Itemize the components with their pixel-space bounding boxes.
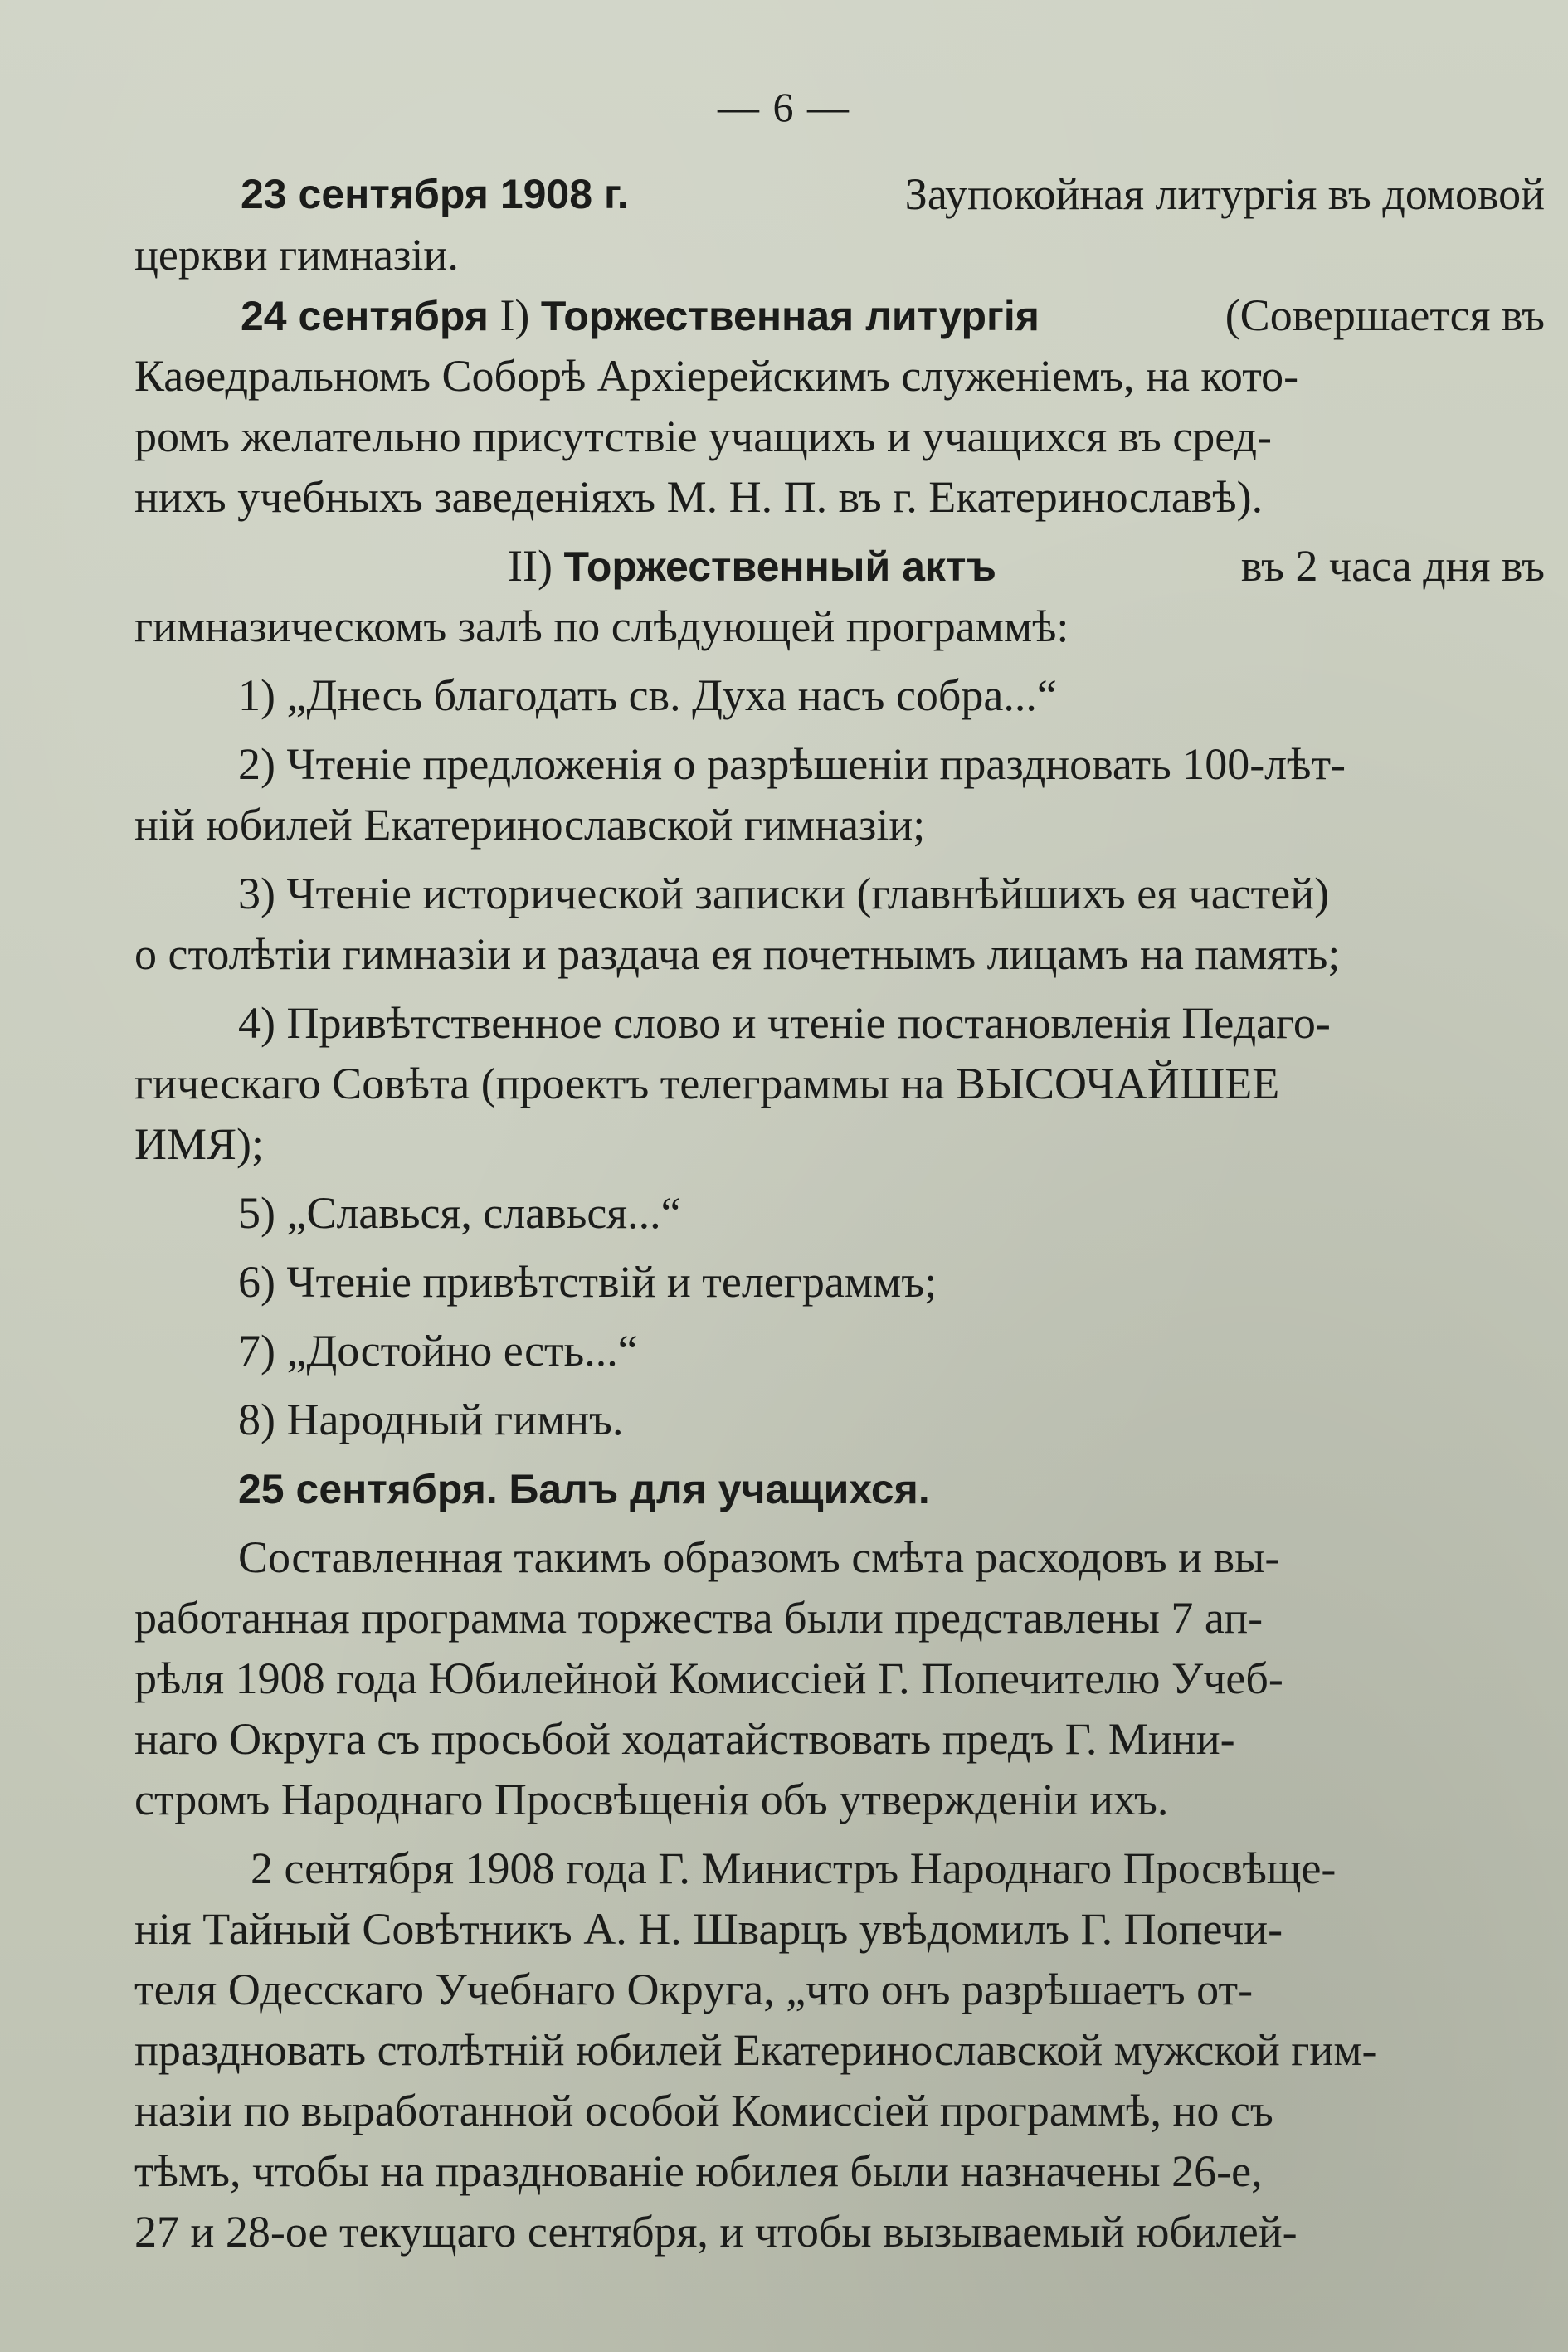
entry-24-line-1 <box>134 285 1545 346</box>
entry-23-text-1: Заупокойная литургія въ домовой <box>904 169 1545 219</box>
page-number: — 6 — <box>718 84 850 130</box>
entry-23-line-2: церкви гимназіи. <box>134 230 459 280</box>
paragraph-2-line-3: теля Одесскаго Учебнаго Округа, „что онъ разрѣшаетъ от- <box>134 1965 1254 2014</box>
entry-24-text-i-1: (Совершается въ <box>1225 290 1545 340</box>
program-item-2-cont: ній юбилей Екатеринославской гимназіи; <box>134 800 926 850</box>
entry-24-text-i-4: нихъ учебныхъ заведеніяхъ М. Н. П. въ г. Екатеринославѣ). <box>134 472 1264 522</box>
entry-24-text-ii-2: гимназическомъ залѣ по слѣдующей программѣ: <box>134 601 1069 651</box>
paragraph-2-line-5: назіи по выработанной особой Комиссіей программѣ, но съ <box>134 2086 1273 2135</box>
program-item-4-cont: гическаго Совѣта (проектъ телеграммы на ВЫСОЧАЙШЕЕ <box>134 1059 1280 1108</box>
entry-24-text-ii-1: въ 2 часа дня въ <box>1240 541 1545 591</box>
program-item-4: 4) Привѣтственное слово и чтеніе постановленія Педаго- <box>238 998 1331 1048</box>
program-item-3: 3) Чтеніе исторической записки (главнѣйшихъ ея частей) <box>238 869 1330 918</box>
program-item-7: 7) „Достойно есть...“ <box>238 1326 638 1376</box>
paragraph-2-line-1: 2 сентября 1908 года Г. Министръ Народнаго Просвѣще- <box>251 1843 1337 1893</box>
entry-24-head <box>241 285 1040 346</box>
paragraph-2-line-6: тѣмъ, чтобы на празднованіе юбилея были назначены 26-е, <box>134 2146 1263 2196</box>
paragraph-1-line-1: Составленная такимъ образомъ смѣта расходовъ и вы- <box>238 1532 1280 1582</box>
entry-23-date: 23 сентября 1908 г. <box>241 171 629 217</box>
entry-24-ii-head <box>508 536 996 597</box>
paragraph-1-line-4: наго Округа съ просьбой ходатайствовать предъ Г. Мини- <box>134 1714 1235 1764</box>
program-item-2: 2) Чтеніе предложенія о разрѣшеніи праздновать 100-лѣт- <box>238 739 1346 789</box>
paragraph-2-line-7: 27 и 28-ое текущаго сентября, и чтобы вызываемый юбилей- <box>134 2207 1298 2257</box>
paragraph-2-line-2: нія Тайный Совѣтникъ А. Н. Шварцъ увѣдомилъ Г. Попечи- <box>134 1904 1283 1954</box>
entry-24-date: 24 сентября <box>241 293 489 339</box>
entry-24-title-ii: Торжественный актъ <box>563 543 996 590</box>
program-item-6: 6) Чтеніе привѣтствій и телеграммъ; <box>238 1257 937 1307</box>
paragraph-1-line-5: стромъ Народнаго Просвѣщенія объ утвержденіи ихъ. <box>134 1775 1169 1824</box>
entry-24-title-i: Торжественная литургія <box>540 293 1040 339</box>
paragraph-1-line-3: рѣля 1908 года Юбилейной Комиссіей Г. Попечителю Учеб- <box>134 1653 1283 1703</box>
entry-24-num-i: I) <box>499 290 530 340</box>
entry-25 <box>134 1458 1545 1519</box>
entry-24-num-ii: II) <box>508 541 553 591</box>
program-item-5: 5) „Славься, славься...“ <box>238 1188 681 1238</box>
program-item-1: 1) „Днесь благодать св. Духа насъ собра...“ <box>238 670 1057 720</box>
entry-24-text-i-3: ромъ желательно присутствіе учащихъ и учащихся въ сред- <box>134 411 1273 461</box>
program-item-4-cont-2: ИМЯ); <box>134 1119 265 1169</box>
program-item-8: 8) Народный гимнъ. <box>238 1395 624 1444</box>
entry-24-line-ii <box>134 536 1545 597</box>
entry-25-text: Балъ для учащихся. <box>509 1466 930 1512</box>
document-body <box>134 164 1545 2262</box>
paragraph-2-line-4: праздновать столѣтній юбилей Екатеринославской мужской гим- <box>134 2025 1377 2075</box>
entry-24-text-i-2: Каѳедральномъ Соборѣ Архіерейскимъ служеніемъ, на кото- <box>134 351 1299 401</box>
program-item-3-cont: о столѣтіи гимназіи и раздача ея почетнымъ лицамъ на память; <box>134 929 1341 979</box>
paragraph-1-line-2: работанная программа торжества были представлены 7 ап- <box>134 1593 1264 1643</box>
entry-23-line-1 <box>134 164 1545 225</box>
entry-25-date: 25 сентября. <box>238 1466 498 1512</box>
